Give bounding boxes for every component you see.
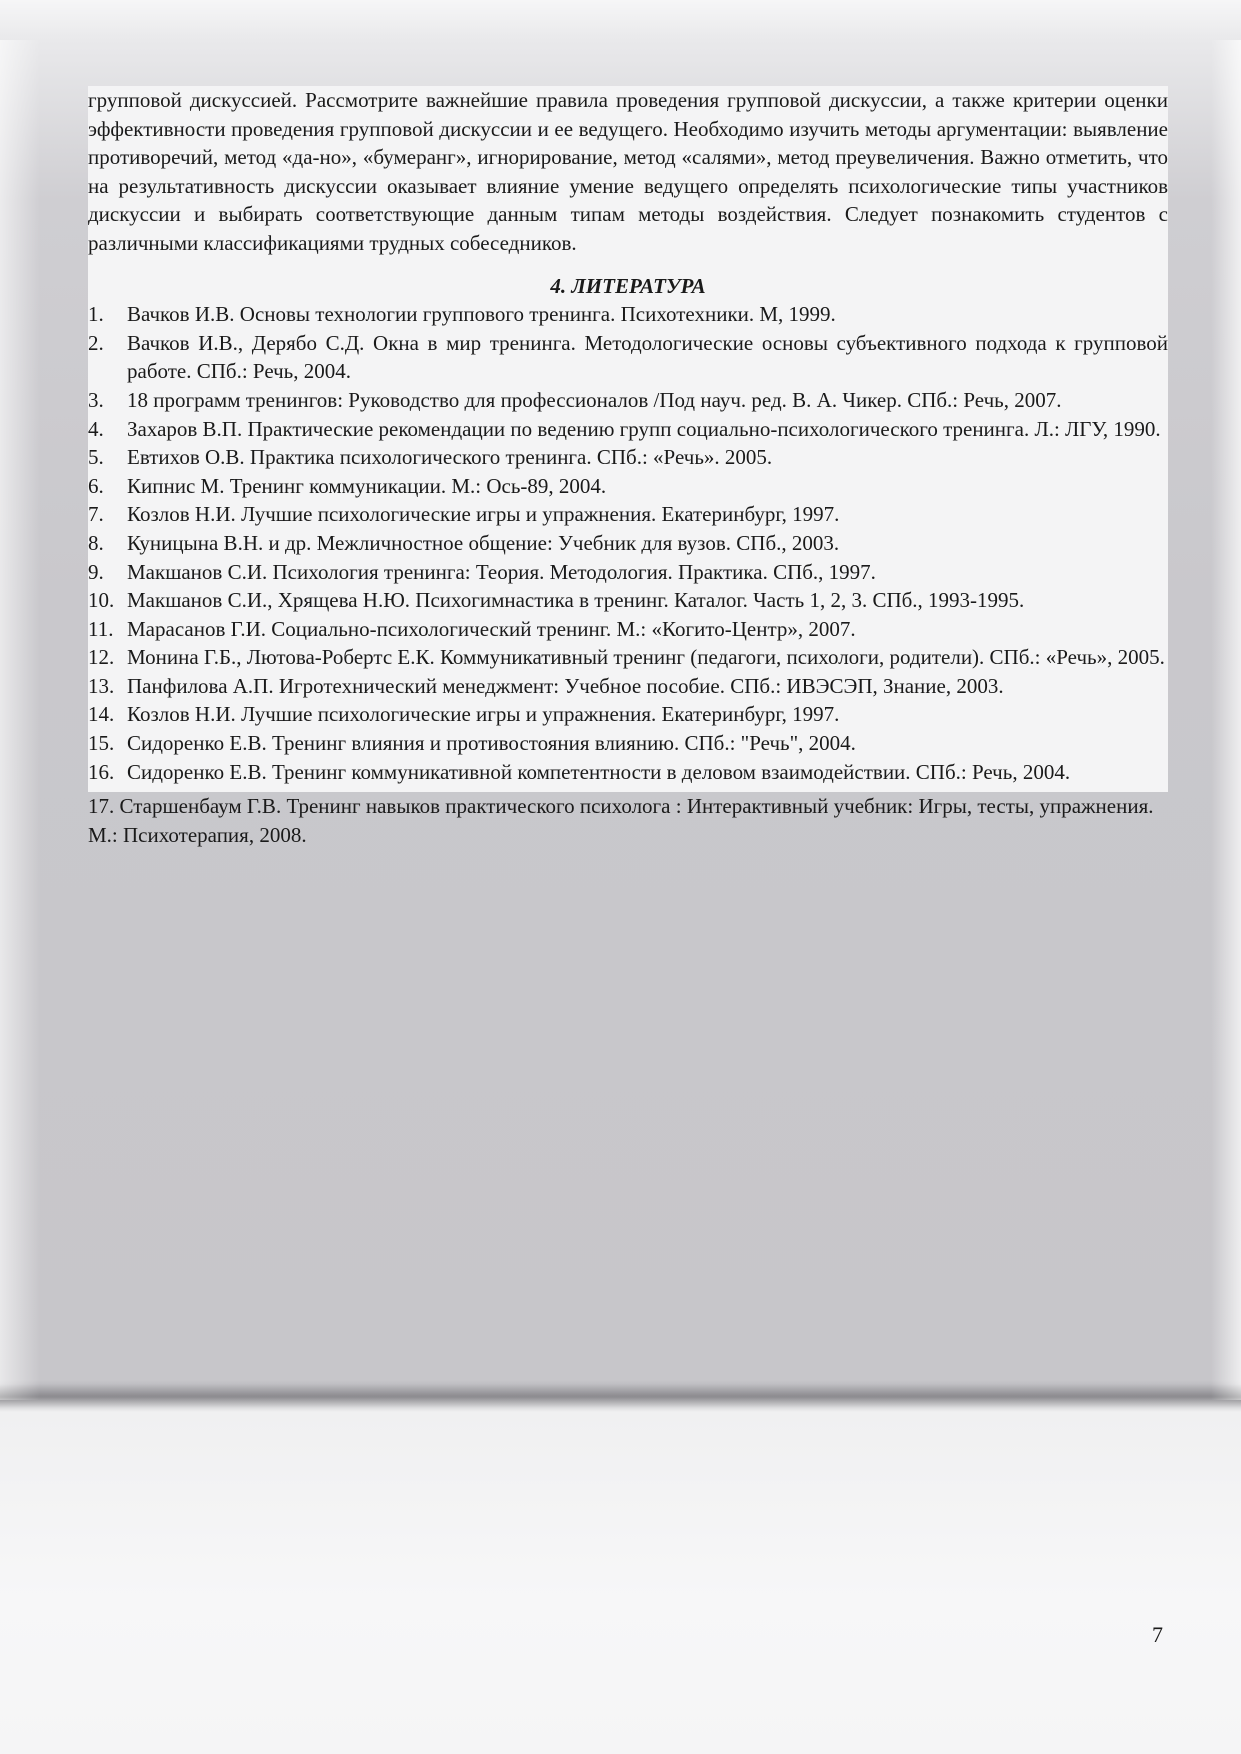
reference-item [88, 443, 1168, 472]
page-number: 7 [1152, 1622, 1163, 1647]
reference-text: Вачков И.В. Основы технологии группового тренинга. Психотехники. М, 1999. [127, 302, 836, 327]
reference-item [88, 586, 1168, 615]
page-edge-shade-left [0, 40, 40, 1400]
reference-item [88, 500, 1168, 529]
reference-text: Панфилова А.П. Игротехнический менеджмент: Учебное пособие. СПб.: ИВЭСЭП, Знание, 2003. [127, 673, 1004, 698]
reference-item [88, 758, 1168, 787]
highlighted-text-block [88, 86, 1168, 792]
reference-number: 4. [88, 416, 104, 441]
reference-text: Евтихов О.В. Практика психологического тренинга. СПб.: «Речь». 2005. [127, 445, 773, 470]
reference-text: Захаров В.П. Практические рекомендации по ведению групп социально-психологического тренинга. Л.: ЛГУ, 1990. [127, 416, 1161, 441]
reference-number: 7. [88, 502, 104, 527]
reference-number: 14. [88, 702, 115, 727]
reference-number: 5. [88, 445, 104, 470]
reference-item [88, 529, 1168, 558]
document-body [88, 86, 1168, 849]
reference-number: 2. [88, 330, 104, 355]
reference-item [88, 300, 1168, 329]
reference-number: 1. [88, 302, 104, 327]
reference-number: 16. [88, 759, 115, 784]
reference-number: 11. [88, 616, 114, 641]
reference-number: 8. [88, 530, 104, 555]
reference-item [88, 729, 1168, 758]
reference-item [88, 472, 1168, 501]
reference-item [88, 558, 1168, 587]
reference-text: Вачков И.В., Дерябо С.Д. Окна в мир тренинга. Методологические основы субъективного подхода к групповой работе. СПб.: Речь, 2004. [127, 330, 1168, 384]
reference-text: Куницына В.Н. и др. Межличностное общение: Учебник для вузов. СПб., 2003. [127, 530, 840, 555]
reference-17: 17. Старшенбаум Г.В. Тренинг навыков практического психолога : Интерактивный учебник: Игры, тесты, упражнения. М.: Психотерапия, 2008. [88, 794, 1154, 847]
references-list [88, 300, 1168, 786]
reference-text: Монина Г.Б., Лютова-Робертс Е.К. Коммуникативный тренинг (педагоги, психологи, родители). СПб.: «Речь», 2005. [127, 645, 1165, 670]
page-edge-shade-right [1211, 40, 1241, 1400]
reference-text: Козлов Н.И. Лучшие психологические игры и упражнения. Екатеринбург, 1997. [127, 702, 840, 727]
reference-number: 3. [88, 387, 104, 412]
reference-text: Макшанов С.И. Психология тренинга: Теория. Методология. Практика. СПб., 1997. [127, 559, 876, 584]
reference-number: 9. [88, 559, 104, 584]
reference-text: Кипнис М. Тренинг коммуникации. М.: Ось-89, 2004. [127, 473, 607, 498]
reference-item [88, 672, 1168, 701]
reference-item [88, 615, 1168, 644]
page-fold-shadow [0, 1384, 1241, 1408]
reference-number: 12. [88, 645, 115, 670]
reference-item [88, 700, 1168, 729]
section-heading: 4. ЛИТЕРАТУРА [550, 273, 706, 298]
reference-text: Макшанов С.И., Хрящева Н.Ю. Психогимнастика в тренинг. Каталог. Часть 1, 2, 3. СПб., 1993-1995. [127, 588, 1025, 613]
reference-text: 18 программ тренингов: Руководство для профессионалов /Под науч. ред. В. А. Чикер. СПб.: Речь, 2007. [127, 387, 1062, 412]
reference-number: 15. [88, 731, 115, 756]
reference-item [88, 415, 1168, 444]
reference-number: 13. [88, 673, 115, 698]
reference-text: Сидоренко Е.В. Тренинг коммуникативной компетентности в деловом взаимодействии. СПб.: Речь, 2004. [127, 759, 1071, 784]
reference-item [88, 386, 1168, 415]
reference-number: 10. [88, 588, 115, 613]
reference-item [88, 329, 1168, 386]
reference-text: Марасанов Г.И. Социально-психологический тренинг. М.: «Когито-Центр», 2007. [127, 616, 856, 641]
intro-paragraph: групповой дискуссией. Рассмотрите важнейшие правила проведения групповой дискуссии, а также критерии оценки эффективности проведения групповой дискуссии и ее ведущего. Необходимо изучить методы аргументации: выявление противоречий, метод «да-но», «бумеранг», игнорирование, метод «салями», метод преувеличения. Важно отметить, что на результативность дискуссии оказывает влияние умение ведущего определять психологические типы участников дискуссии и выбирать соответствующие данным типам методы воздействия. Следует познакомить студентов с различными классификациями трудных собеседников. [88, 88, 1168, 255]
reference-number: 6. [88, 473, 104, 498]
reference-text: Сидоренко Е.В. Тренинг влияния и противостояния влиянию. СПб.: "Речь", 2004. [127, 731, 856, 756]
reference-item [88, 643, 1168, 672]
reference-text: Козлов Н.И. Лучшие психологические игры и упражнения. Екатеринбург, 1997. [127, 502, 840, 527]
